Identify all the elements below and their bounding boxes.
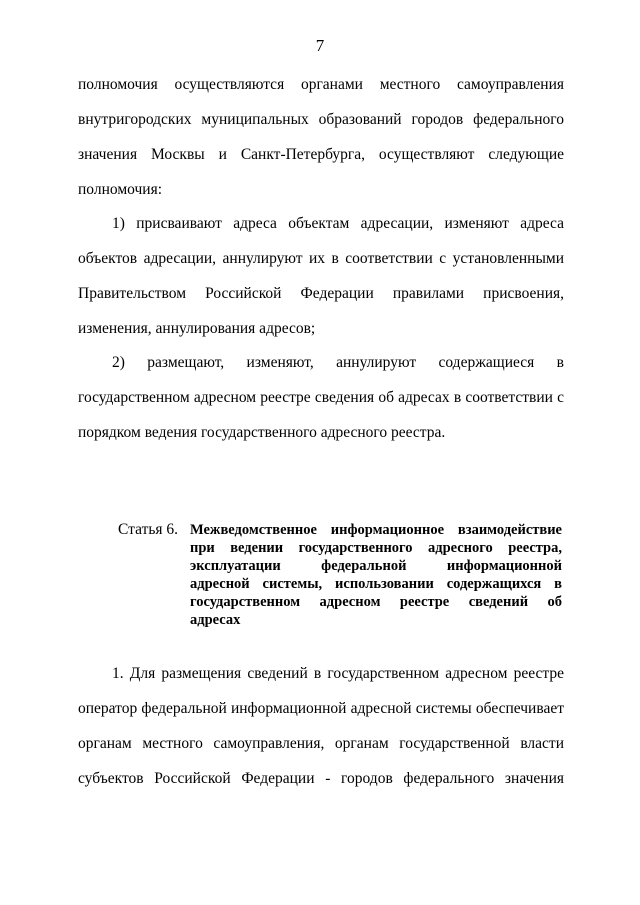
paragraph-line: 1. Для размещения сведений в государственном адресном реестре — [112, 665, 564, 682]
paragraph-line: полномочия осуществляются органами местного самоуправления — [78, 76, 564, 93]
list-item-line: порядком ведения государственного адресного реестра. — [78, 424, 446, 441]
list-item-line: объектов адресации, аннулируют их в соответствии с установленными — [78, 250, 564, 267]
list-item-line: государственном адресном реестре сведения об адресах в соответствии с — [78, 389, 564, 406]
page-number: 7 — [315, 36, 325, 55]
article-label: Статья 6. — [118, 521, 179, 538]
list-item-line: 2) размещают, изменяют, аннулируют содержащиеся в — [112, 354, 564, 371]
article-title-line: государственном адресном реестре сведений об — [190, 594, 562, 610]
list-item-line: изменения, аннулирования адресов; — [78, 320, 316, 337]
article-title-line: Межведомственное информационное взаимодействие — [190, 522, 562, 538]
paragraph-line: субъектов Российской Федерации - городов федерального значения — [78, 770, 564, 787]
article-title-line: адресах — [190, 612, 241, 628]
paragraph-line: внутригородских муниципальных образований городов федерального — [78, 111, 564, 128]
paragraph-line: оператор федеральной информационной адресной системы обеспечивает — [78, 700, 564, 717]
paragraph-line: органам местного самоуправления, органам государственной власти — [78, 735, 564, 752]
article-title-line: при ведении государственного адресного реестра, — [190, 540, 562, 556]
paragraph-line: полномочия: — [78, 181, 163, 198]
list-item-line: 1) присваивают адреса объектам адресации, изменяют адреса — [112, 215, 564, 232]
list-item-line: Правительством Российской Федерации правилами присвоения, — [78, 285, 564, 302]
paragraph-line: значения Москвы и Санкт-Петербурга, осуществляют следующие — [78, 146, 564, 163]
article-title-line: эксплуатации федеральной информационной — [190, 558, 562, 574]
article-title-line: адресной системы, использовании содержащихся в — [190, 576, 562, 592]
